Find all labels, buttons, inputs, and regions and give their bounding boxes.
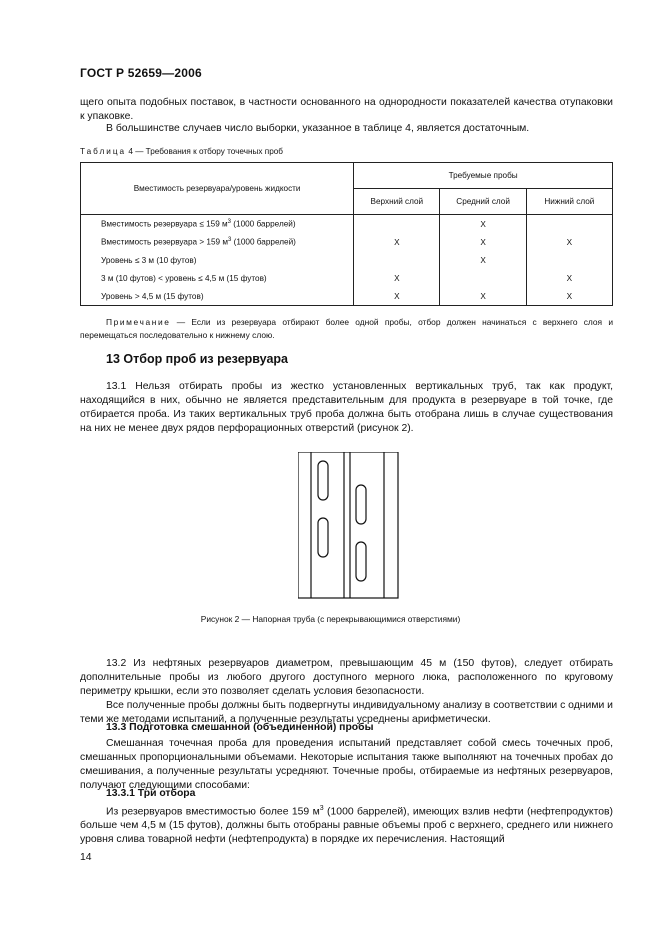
table-caption (80, 147, 283, 156)
table-cell: X (526, 269, 612, 287)
table-row (81, 269, 613, 287)
table-row-label: Вместимость резервуара ≤ 159 $м^3$ (1000 баррелей) (81, 215, 354, 234)
note-label: Примечание (106, 317, 171, 327)
pipe-drawing (298, 452, 398, 598)
pipe-outline (298, 452, 398, 598)
intro-paragraph-continuation: щего опыта подобных поставок, в частности основанного на однородности показателей качества отупаковки к упаковке. (80, 97, 613, 122)
perforation-slot (318, 518, 328, 557)
table-row-label: 3 м (10 футов) < уровень ≤ 4,5 м (15 футов) (81, 269, 354, 287)
table-cell (354, 251, 440, 269)
table-row (81, 215, 613, 234)
table-cell (354, 215, 440, 234)
table-header-middle: Средний слой (440, 189, 526, 215)
heading-13-3-1: 13.3.1 Три отбора (106, 788, 196, 799)
figure-caption: Рисунок 2 — Напорная труба (с перекрывающимися отверстиями) (200, 614, 461, 624)
table-cell: X (440, 233, 526, 251)
paragraph-13-3: Смешанная точечная проба для проведения испытаний представляет собой смесь точечных проб, смешанных пропорциональными объемами. Некоторые испытания также выполняют на точечных пробах до смешивания, а полученные результаты усредняют. Точечные пробы, отбираемые из нефтяных резервуаров, получают следующими способами: (80, 738, 613, 791)
paragraph-13-1: 13.1 Нельзя отбирать пробы из жестко установленных вертикальных труб, так как продукт, находящийся в них, обычно не является представительным для продукта в резервуаре в той точке, где отбирается проба. Из таких вертикальных труб проба должна быть отобрана лишь в случае существования на них не менее двух рядов перфорационных отверстий (рисунок 2). (80, 381, 613, 434)
perforation-slot (356, 485, 366, 524)
perforation-slot (318, 461, 328, 500)
table-cell (440, 269, 526, 287)
table-cell: X (440, 251, 526, 269)
table-cell: X (354, 287, 440, 306)
table-row-label: Вместимость резервуара > 159 $м^3$ (1000 баррелей) (81, 233, 354, 251)
section-13-heading: 13 Отбор проб из резервуара (106, 352, 288, 366)
table-cell: X (440, 215, 526, 234)
pressure-pipe-figure (298, 452, 400, 600)
table-row (81, 287, 613, 306)
table-caption-label: Таблица (80, 147, 127, 156)
page-number: 14 (80, 852, 92, 863)
table-caption-text: 4 — Требования к отбору точечных проб (126, 147, 283, 156)
perforation-slot (356, 542, 366, 581)
paragraph-13-3-1: Из резервуаров вместимостью более 159 $м^3$ (1000 баррелей), имеющих взлив нефти (нефтепродуктов) больше чем 4,5 м (15 футов), должны быть отобраны равные объемы проб с верхнего, среднего или нижнего уровня слива товарной нефти (нефтепродукта) в порядке их перечисления. Настоящий (80, 805, 613, 846)
table-row (81, 233, 613, 251)
table-header-lower: Нижний слой (526, 189, 612, 215)
table-row-label: Уровень > 4,5 м (15 футов) (81, 287, 354, 306)
paragraph-13-2-continued: Все полученные пробы должны быть подвергнуты индивидуальному анализу в соответствии с одними и теми же методами испытаний, а полученные результаты усреднены арифметически. (80, 700, 613, 725)
table-note (80, 316, 613, 342)
table-header-upper: Верхний слой (354, 189, 440, 215)
paragraph-13-2: 13.2 Из нефтяных резервуаров диаметром, превышающим 45 м (150 футов), следует отбирать дополнительные пробы из любого другого доступного мерного люка, расположенного по круговому периметру крышки, если это позволяет сделать условия безопасности. (80, 658, 613, 697)
note-text: — Если из резервуара отбирают более одной пробы, отбор должен начинаться с верхнего слоя и перемещаться последовательно к нижнему слою. (80, 317, 613, 340)
table-cell: X (354, 269, 440, 287)
intro-paragraph: В большинстве случаев число выборки, указанное в таблице 4, является достаточным. (106, 123, 530, 134)
table-header-required-samples: Требуемые пробы (354, 163, 613, 189)
requirements-table (80, 162, 613, 306)
table-cell: X (440, 287, 526, 306)
table-cell: X (354, 233, 440, 251)
heading-13-3: 13.3 Подготовка смешанной (объединенной) пробы (106, 722, 374, 733)
document-header: ГОСТ Р 52659—2006 (80, 66, 202, 80)
table-cell: X (526, 233, 612, 251)
table-cell: X (526, 287, 612, 306)
table-row-label: Уровень ≤ 3 м (10 футов) (81, 251, 354, 269)
table-cell (526, 215, 612, 234)
table-cell (526, 251, 612, 269)
table-row (81, 251, 613, 269)
table-header-capacity: Вместимость резервуара/уровень жидкости (81, 163, 354, 215)
